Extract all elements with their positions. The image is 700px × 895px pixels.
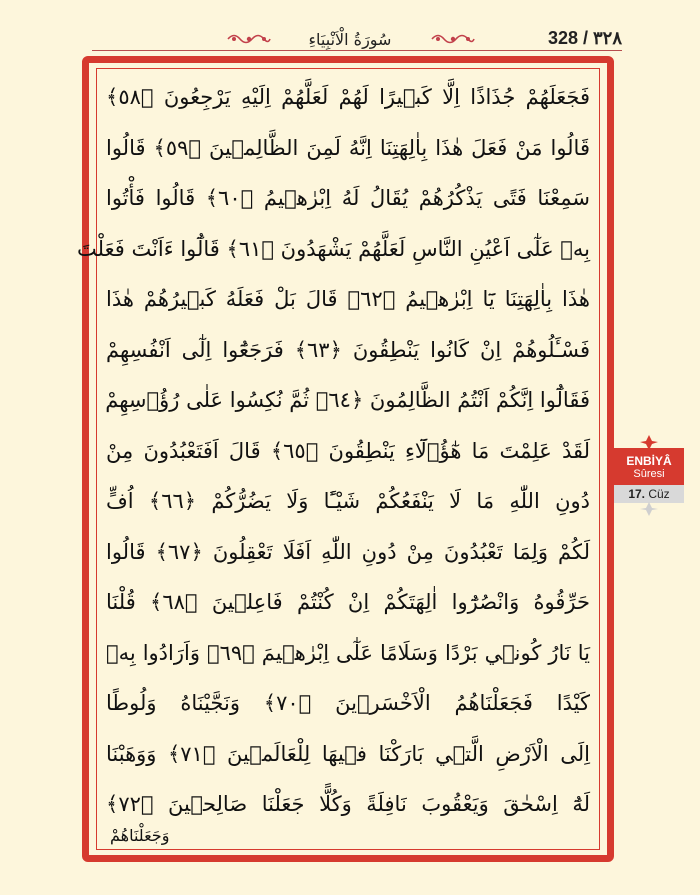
decorative-ornament-icon: [430, 32, 476, 46]
header-divider: [92, 50, 622, 51]
text-line: قَالُوا مَنْ فَعَلَ هٰذَا بِاٰلِهَتِنَا اِنَّهُ لَمِنَ الظَّالِم۪ينَ ﴿٥٩﴾ قَالُوا: [106, 135, 590, 160]
juz-label: [614, 485, 684, 503]
surah-sub-label: Sûresi: [633, 468, 665, 480]
text-line: دُونِ اللّٰهِ مَا لَا يَنْفَعُكُمْ شَيْـًٔا وَلَا يَضُرُّكُمْ ﴿٦٦﴾ اُفٍّ: [106, 489, 590, 513]
text-line: هٰذَا بِاٰلِهَتِنَا يَٓا اِبْرٰه۪يمُ ﴿٦٢﴾ قَالَ بَلْ فَعَلَهُ كَب۪يرُهُمْ هٰذَا: [106, 287, 590, 311]
juz-number: 17.: [628, 487, 645, 501]
text-line: اِلَى الْاَرْضِ الَّت۪ي بَارَكْنَا ف۪يهَا لِلْعَالَم۪ينَ ﴿٧١﴾ وَوَهَبْنَا: [106, 741, 590, 766]
fleur-ornament-icon: [640, 502, 658, 516]
text-line: فَجَعَلَهُمْ جُذَاذًا اِلَّا كَب۪يرًا لَهُمْ لَعَلَّهُمْ اِلَيْهِ يَرْجِعُونَ ﴿٥٨﴾: [106, 85, 590, 109]
catchword: وَجَعَلْنَاهُمْ: [110, 826, 170, 845]
text-line: لَكُمْ وَلِمَا تَعْبُدُونَ مِنْ دُونِ اللّٰهِ اَفَلَا تَعْقِلُونَ ﴿٦٧﴾ قَالُوا: [106, 539, 590, 564]
text-line: فَقَالُٓوا اِنَّكُمْ اَنْتُمُ الظَّالِمُونَ ﴿٦٤﴾ ثُمَّ نُكِسُوا عَلٰى رُؤُ۫سِهِمْ: [105, 388, 590, 412]
juz-text: Cüz: [648, 487, 670, 501]
page-number: 328 / ٣٢٨: [547, 28, 622, 48]
text-line: حَرِّقُوهُ وَانْصُرُٓوا اٰلِهَتَكُمْ اِنْ كُنْتُمْ فَاعِل۪ينَ ﴿٦٨﴾ قُلْنَا: [106, 590, 590, 614]
text-line: لَهُٓ اِسْحٰقَ وَيَعْقُوبَ نَافِلَةً وَكُلًّا جَعَلْنَا صَالِح۪ينَ ﴿٧٢﴾: [106, 792, 590, 816]
text-line: سَمِعْنَا فَتًى يَذْكُرُهُمْ يُقَالُ لَهُ اِبْرٰه۪يمُ ﴿٦٠﴾ قَالُوا فَأْتُوا: [106, 186, 590, 210]
text-block: [77, 72, 596, 830]
text-line: فَسْـَٔلُوهُمْ اِنْ كَانُوا يَنْطِقُونَ ﴿٦٣﴾ فَرَجَعُٓوا اِلٰٓى اَنْفُسِهِمْ: [106, 337, 590, 362]
surah-title: سُورَةُ الْاَنْبِيَاءِ: [308, 30, 392, 49]
text-line: بِه۪ عَلٰٓى اَعْيُنِ النَّاسِ لَعَلَّهُمْ يَشْهَدُونَ ﴿٦١﴾ قَالُٓوا ءَاَنْتَ فَعَلْتَ: [77, 236, 590, 261]
surah-name: ENBİYÂ: [626, 454, 672, 468]
page-header: [0, 0, 700, 56]
text-line: يَا نَارُ كُون۪ي بَرْدًا وَسَلَامًا عَلٰٓى اِبْرٰه۪يمَ ﴿٦٩﴾ وَاَرَادُوا بِه۪: [106, 640, 591, 665]
surah-tab-label: [614, 448, 684, 485]
decorative-ornament-icon: [226, 32, 272, 46]
surah-side-tab[interactable]: [614, 448, 684, 504]
text-line: لَقَدْ عَلِمْتَ مَا هٰٓؤُ۬لَٓاءِ يَنْطِقُونَ ﴿٦٥﴾ قَالَ اَفَتَعْبُدُونَ مِنْ: [106, 438, 590, 463]
text-line: كَيْدًا فَجَعَلْنَاهُمُ الْاَخْسَر۪ينَ ﴿٧٠﴾ وَنَجَّيْنَاهُ وَلُوطًا: [106, 691, 590, 715]
